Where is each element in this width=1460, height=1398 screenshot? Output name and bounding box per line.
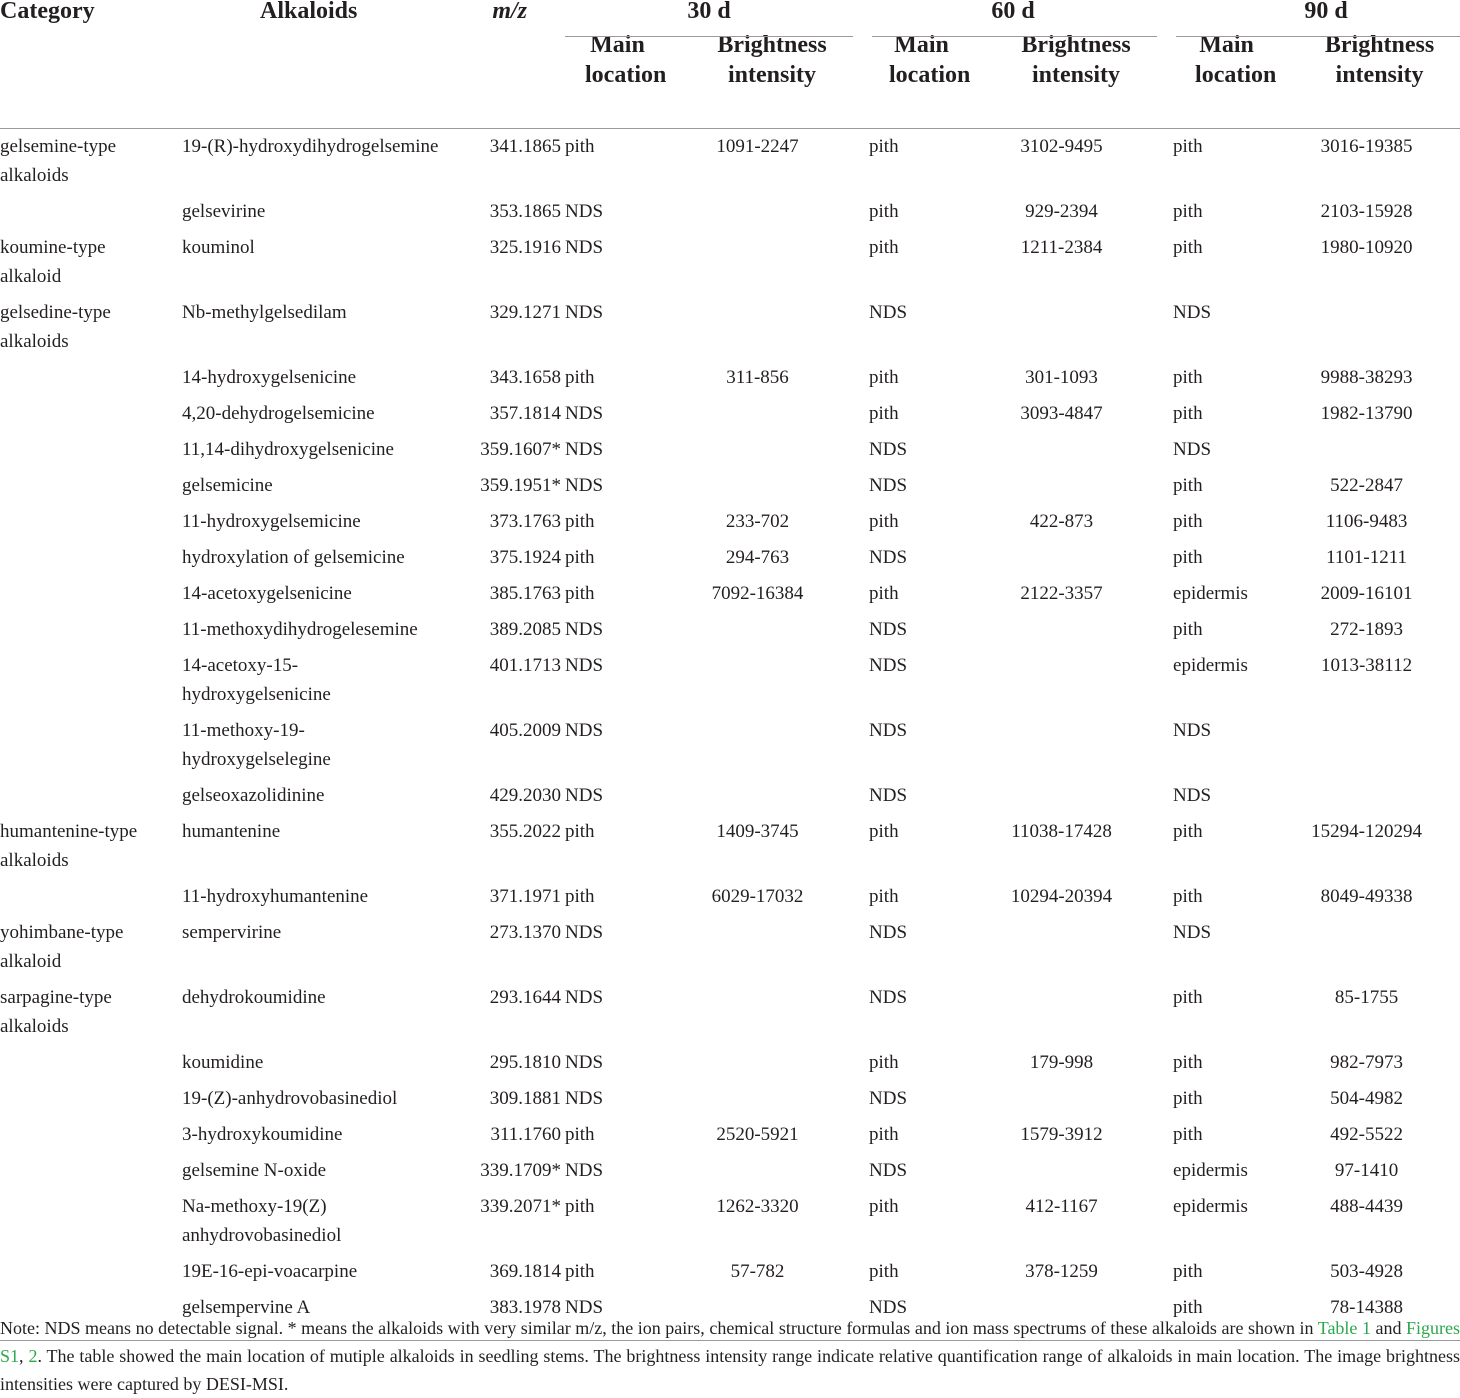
- alkaloid-name-cell: 19-(R)-hydroxydihydrogelsemine: [182, 136, 439, 157]
- main-location-30d-cell: pith: [565, 511, 595, 532]
- brightness-60d-cell: 1211-2384: [1020, 237, 1103, 258]
- brightness-90d-cell: 85-1755: [1334, 987, 1399, 1008]
- main-location-90d-cell: pith: [1173, 619, 1203, 640]
- table-row: [0, 194, 1460, 230]
- brightness-60d-cell: [954, 713, 1173, 778]
- link-figures-s1[interactable]: Figures S1: [0, 1318, 1460, 1366]
- brightness-30d-cell: [650, 194, 869, 230]
- brightness-90d-cell: 982-7973: [1330, 1052, 1403, 1073]
- table-body: [0, 129, 1460, 1341]
- alkaloid-name-cell: 14-hydroxygelsenicine: [182, 367, 357, 388]
- main-location-60d-cell: NDS: [869, 720, 908, 741]
- alkaloid-name-cell: humantenine: [182, 821, 281, 842]
- brightness-30d-cell: [650, 915, 869, 980]
- main-location-60d-cell: NDS: [869, 439, 908, 460]
- category-cell: yohimbane-type alkaloid: [0, 922, 124, 972]
- mz-cell: 353.1865: [489, 201, 561, 222]
- brightness-60d-cell: [954, 432, 1173, 468]
- main-location-90d-cell: pith: [1173, 136, 1203, 157]
- alkaloid-name-cell: 11,14-dihydroxygelsenicine: [182, 439, 394, 460]
- main-location-90d-cell: pith: [1173, 201, 1203, 222]
- main-location-30d-cell: NDS: [565, 1290, 650, 1341]
- brightness-30d-cell: 2520-5921: [716, 1124, 799, 1145]
- mz-cell: 343.1658: [489, 367, 561, 388]
- brightness-30d-cell: [650, 1045, 869, 1081]
- brightness-60d-cell: 179-998: [1029, 1052, 1094, 1073]
- alkaloid-name-cell: 11-hydroxygelsemicine: [182, 511, 361, 532]
- category-cell: [0, 432, 180, 468]
- header-brightness-60d: Brightness intensity: [954, 30, 1173, 129]
- alkaloid-name-cell: gelseoxazolidinine: [182, 785, 325, 806]
- mz-cell: 383.1978: [455, 1290, 565, 1341]
- mz-cell: 293.1644: [489, 987, 561, 1008]
- brightness-90d-cell: 488-4439: [1330, 1196, 1403, 1217]
- main-location-30d-cell: NDS: [565, 475, 604, 496]
- main-location-90d-cell: pith: [1173, 1088, 1203, 1109]
- main-location-60d-cell: pith: [869, 201, 899, 222]
- brightness-60d-cell: [954, 648, 1173, 713]
- main-location-90d-cell: pith: [1173, 475, 1203, 496]
- brightness-90d-cell: 504-4982: [1330, 1088, 1403, 1109]
- main-location-60d-cell: NDS: [869, 547, 908, 568]
- main-location-90d-cell: pith: [1173, 987, 1203, 1008]
- table-row: [0, 1045, 1460, 1081]
- main-location-30d-cell: NDS: [565, 785, 604, 806]
- table-row: [0, 576, 1460, 612]
- table-row: [0, 468, 1460, 504]
- main-location-30d-cell: NDS: [565, 302, 604, 323]
- main-location-30d-cell: NDS: [565, 619, 604, 640]
- table-row: [0, 879, 1460, 915]
- brightness-90d-cell: 1980-10920: [1320, 237, 1413, 258]
- main-location-90d-cell: pith: [1173, 511, 1203, 532]
- alkaloid-name-cell: 11-methoxy-19-hydroxygelselegine: [182, 720, 331, 770]
- brightness-90d-cell: 272-1893: [1330, 619, 1403, 640]
- brightness-90d-cell: 9988-38293: [1320, 367, 1413, 388]
- category-cell: [0, 504, 180, 540]
- mz-cell: 339.2071*: [480, 1196, 561, 1217]
- brightness-30d-cell: 311-856: [726, 367, 789, 388]
- alkaloid-name-cell: 11-methoxydihydrogelesemine: [182, 619, 418, 640]
- main-location-60d-cell: NDS: [869, 619, 908, 640]
- main-location-30d-cell: NDS: [565, 403, 604, 424]
- mz-cell: 357.1814: [489, 403, 561, 424]
- brightness-60d-cell: [954, 295, 1173, 360]
- main-location-30d-cell: pith: [565, 583, 595, 604]
- category-cell: [0, 194, 180, 230]
- category-cell: [0, 648, 180, 713]
- main-location-30d-cell: pith: [565, 821, 595, 842]
- brightness-30d-cell: [650, 468, 869, 504]
- category-cell: [0, 1117, 180, 1153]
- main-location-90d-cell: pith: [1173, 886, 1203, 907]
- table-row: [0, 648, 1460, 713]
- mz-cell: 429.2030: [489, 785, 561, 806]
- brightness-90d-cell: [1258, 778, 1460, 814]
- category-cell: [0, 468, 180, 504]
- header-group-60d: 60 d: [869, 0, 1173, 26]
- brightness-90d-cell: 503-4928: [1330, 1261, 1403, 1282]
- brightness-60d-cell: 2122-3357: [1020, 583, 1103, 604]
- table-row: [0, 1117, 1460, 1153]
- table-row: [0, 540, 1460, 576]
- brightness-90d-cell: 1106-9483: [1325, 511, 1408, 532]
- brightness-90d-cell: [1258, 915, 1460, 980]
- table-row: [0, 1189, 1460, 1254]
- header-main-location-60d: Main location: [869, 30, 954, 129]
- mz-cell: 355.2022: [489, 821, 561, 842]
- mz-cell: 389.2085: [489, 619, 561, 640]
- table-row: [0, 612, 1460, 648]
- main-location-30d-cell: pith: [565, 547, 595, 568]
- brightness-60d-cell: 11038-17428: [1011, 821, 1112, 842]
- header-mz: m/z: [492, 0, 527, 24]
- category-cell: [0, 1254, 180, 1290]
- alkaloid-name-cell: gelsemine N-oxide: [182, 1160, 327, 1181]
- brightness-90d-cell: 2103-15928: [1320, 201, 1413, 222]
- brightness-60d-cell: 3093-4847: [1020, 403, 1103, 424]
- category-cell: [0, 396, 180, 432]
- alkaloid-name-cell: hydroxylation of gelsemicine: [182, 547, 405, 568]
- link-figure-2[interactable]: 2: [28, 1346, 38, 1366]
- main-location-90d-cell: pith: [1173, 1124, 1203, 1145]
- main-location-60d-cell: pith: [869, 237, 899, 258]
- main-location-60d-cell: NDS: [869, 987, 908, 1008]
- brightness-30d-cell: 57-782: [730, 1261, 785, 1282]
- table-row: [0, 295, 1460, 360]
- alkaloid-name-cell: 19E-16-epi-voacarpine: [182, 1261, 358, 1282]
- brightness-60d-cell: [954, 980, 1173, 1045]
- category-cell: [0, 1153, 180, 1189]
- header-row-subcolumns: [0, 30, 1460, 129]
- main-location-90d-cell: epidermis: [1173, 1196, 1248, 1217]
- table-row: [0, 1153, 1460, 1189]
- main-location-60d-cell: pith: [869, 1124, 899, 1145]
- brightness-60d-cell: [954, 540, 1173, 576]
- main-location-30d-cell: NDS: [565, 1088, 604, 1109]
- main-location-90d-cell: NDS: [1173, 439, 1212, 460]
- main-location-90d-cell: pith: [1173, 403, 1203, 424]
- brightness-60d-cell: 378-1259: [1025, 1261, 1098, 1282]
- table-row: [0, 1254, 1460, 1290]
- alkaloid-name-cell: 14-acetoxy-15-hydroxygelsenicine: [182, 655, 331, 705]
- table-row: [0, 432, 1460, 468]
- header-alkaloids: Alkaloids: [260, 0, 358, 24]
- link-table-1[interactable]: Table 1: [1317, 1318, 1371, 1338]
- mz-cell: 341.1865: [489, 136, 561, 157]
- brightness-30d-cell: 6029-17032: [711, 886, 804, 907]
- alkaloid-name-cell: dehydrokoumidine: [182, 987, 326, 1008]
- brightness-30d-cell: [650, 396, 869, 432]
- brightness-60d-cell: 412-1167: [1025, 1196, 1098, 1217]
- header-brightness-30d: Brightness intensity: [650, 30, 869, 129]
- alkaloid-name-cell: Nb-methylgelsedilam: [182, 302, 347, 323]
- brightness-60d-cell: 3102-9495: [1020, 136, 1103, 157]
- mz-cell: 385.1763: [489, 583, 561, 604]
- main-location-90d-cell: pith: [1173, 547, 1203, 568]
- brightness-30d-cell: 1409-3745: [716, 821, 799, 842]
- category-cell: [0, 778, 180, 814]
- header-main-location-30d: Main location: [565, 30, 650, 129]
- table-row: [0, 814, 1460, 879]
- main-location-90d-cell: epidermis: [1173, 583, 1248, 604]
- table-row: [0, 504, 1460, 540]
- main-location-90d-cell: NDS: [1173, 922, 1212, 943]
- mz-cell: 359.1607*: [480, 439, 561, 460]
- main-location-30d-cell: NDS: [565, 720, 604, 741]
- brightness-90d-cell: 1982-13790: [1320, 403, 1413, 424]
- table-row: [0, 713, 1460, 778]
- alkaloid-name-cell: 4,20-dehydrogelsemicine: [182, 403, 375, 424]
- mz-cell: 369.1814: [489, 1261, 561, 1282]
- brightness-30d-cell: [650, 1153, 869, 1189]
- brightness-60d-cell: 10294-20394: [1010, 886, 1113, 907]
- alkaloid-name-cell: koumidine: [182, 1052, 264, 1073]
- mz-cell: 339.1709*: [480, 1160, 561, 1181]
- category-cell: [0, 540, 180, 576]
- main-location-90d-cell: pith: [1173, 367, 1203, 388]
- main-location-90d-cell: NDS: [1173, 302, 1212, 323]
- category-cell: gelsemine-type alkaloids: [0, 136, 117, 186]
- brightness-90d-cell: 3016-19385: [1320, 136, 1413, 157]
- brightness-30d-cell: 294-763: [725, 547, 790, 568]
- brightness-60d-cell: [954, 468, 1173, 504]
- alkaloid-name-cell: gelsevirine: [182, 201, 266, 222]
- main-location-30d-cell: pith: [565, 1124, 595, 1145]
- main-location-90d-cell: pith: [1173, 821, 1203, 842]
- header-main-location-90d: Main location: [1173, 30, 1258, 129]
- brightness-30d-cell: 1262-3320: [716, 1196, 799, 1217]
- main-location-90d-cell: pith: [1173, 1261, 1203, 1282]
- brightness-30d-cell: [650, 713, 869, 778]
- brightness-60d-cell: 422-873: [1029, 511, 1094, 532]
- main-location-30d-cell: pith: [565, 1261, 595, 1282]
- mz-cell: 373.1763: [489, 511, 561, 532]
- table-row: [0, 129, 1460, 195]
- mz-cell: 309.1881: [489, 1088, 561, 1109]
- header-brightness-90d: Brightness intensity: [1258, 30, 1460, 129]
- brightness-90d-cell: 8049-49338: [1320, 886, 1413, 907]
- asterisk-symbol: *: [287, 1318, 297, 1338]
- main-location-60d-cell: pith: [869, 1261, 899, 1282]
- category-cell: koumine-type alkaloid: [0, 237, 106, 287]
- mz-cell: 371.1971: [489, 886, 561, 907]
- mz-cell: 405.2009: [489, 720, 561, 741]
- category-cell: sarpagine-type alkaloids: [0, 987, 112, 1037]
- alkaloid-name-cell: 3-hydroxykoumidine: [182, 1124, 343, 1145]
- brightness-90d-cell: 15294-120294: [1311, 821, 1422, 842]
- main-location-90d-cell: NDS: [1173, 785, 1212, 806]
- brightness-30d-cell: 1091-2247: [716, 136, 799, 157]
- category-cell: [0, 1045, 180, 1081]
- main-location-60d-cell: pith: [869, 403, 899, 424]
- alkaloid-name-cell: 19-(Z)-anhydrovobasinediol: [182, 1088, 398, 1109]
- category-cell: [0, 612, 180, 648]
- main-location-60d-cell: NDS: [869, 475, 908, 496]
- main-location-90d-cell: pith: [1173, 1290, 1258, 1341]
- main-location-30d-cell: pith: [565, 367, 595, 388]
- brightness-30d-cell: [650, 648, 869, 713]
- brightness-90d-cell: [1258, 713, 1460, 778]
- brightness-90d-cell: 492-5522: [1330, 1124, 1403, 1145]
- brightness-90d-cell: [1258, 295, 1460, 360]
- header-category: Category: [0, 0, 95, 24]
- main-location-90d-cell: pith: [1173, 237, 1203, 258]
- main-location-60d-cell: NDS: [869, 1088, 908, 1109]
- brightness-90d-cell: 2009-16101: [1320, 583, 1413, 604]
- brightness-30d-cell: [650, 230, 869, 295]
- main-location-90d-cell: NDS: [1173, 720, 1212, 741]
- table-row: [0, 980, 1460, 1045]
- alkaloid-name-cell: Na-methoxy-19(Z) anhydrovobasinediol: [182, 1196, 342, 1246]
- category-cell: [0, 576, 180, 612]
- brightness-30d-cell: [650, 778, 869, 814]
- main-location-90d-cell: epidermis: [1173, 655, 1248, 676]
- brightness-30d-cell: [650, 980, 869, 1045]
- mz-cell: 311.1760: [490, 1124, 561, 1145]
- header-row-groups: [0, 0, 1460, 30]
- alkaloid-name-cell: 11-hydroxyhumantenine: [182, 886, 369, 907]
- alkaloid-name-cell: kouminol: [182, 237, 255, 258]
- table-footnote: Note: NDS means no detectable signal. * means the alkaloids with very similar m/z, the ion pairs, chemical structure formulas and ion mass spectrums of these alkaloids are shown in Table 1 and Figures S1, 2. The table showed the main location of mutiple alkaloids in seedling stems. The brightness intensity range indicate relative quantification range of alkaloids in main location. The image brightness intensities were captured by DESI-MSI.: [0, 1318, 1460, 1394]
- main-location-30d-cell: pith: [565, 1196, 595, 1217]
- brightness-60d-cell: [954, 915, 1173, 980]
- main-location-60d-cell: NDS: [869, 1160, 908, 1181]
- alkaloid-name-cell: gelsempervine A: [180, 1290, 455, 1341]
- main-location-60d-cell: pith: [869, 821, 899, 842]
- main-location-60d-cell: NDS: [869, 922, 908, 943]
- alkaloid-name-cell: sempervirine: [182, 922, 282, 943]
- main-location-60d-cell: NDS: [869, 1290, 954, 1341]
- table-row: [0, 1081, 1460, 1117]
- mz-cell: 359.1951*: [480, 475, 561, 496]
- table-row: [0, 778, 1460, 814]
- brightness-60d-cell: 929-2394: [1025, 201, 1098, 222]
- category-cell: [0, 360, 180, 396]
- brightness-30d-cell: [650, 295, 869, 360]
- brightness-60d-cell: 301-1093: [1025, 367, 1098, 388]
- brightness-60d-cell: [954, 1081, 1173, 1117]
- mz-cell: 401.1713: [489, 655, 561, 676]
- table-row: [0, 360, 1460, 396]
- main-location-30d-cell: pith: [565, 886, 595, 907]
- mz-cell: 329.1271: [489, 302, 561, 323]
- brightness-60d-cell: [954, 778, 1173, 814]
- brightness-90d-cell: 522-2847: [1330, 475, 1403, 496]
- main-location-60d-cell: NDS: [869, 655, 908, 676]
- category-cell: gelsedine-type alkaloids: [0, 302, 111, 352]
- brightness-30d-cell: [650, 432, 869, 468]
- main-location-60d-cell: NDS: [869, 785, 908, 806]
- brightness-90d-cell: [1258, 432, 1460, 468]
- category-cell: humantenine-type alkaloids: [0, 821, 138, 871]
- main-location-60d-cell: NDS: [869, 302, 908, 323]
- main-location-60d-cell: pith: [869, 886, 899, 907]
- brightness-90d-cell: 1101-1211: [1326, 547, 1407, 568]
- main-location-30d-cell: NDS: [565, 922, 604, 943]
- brightness-60d-cell: [954, 612, 1173, 648]
- main-location-60d-cell: pith: [869, 1052, 899, 1073]
- main-location-60d-cell: pith: [869, 136, 899, 157]
- category-cell: [0, 1189, 180, 1254]
- main-location-30d-cell: NDS: [565, 1052, 604, 1073]
- table-row: [0, 396, 1460, 432]
- mz-cell: 295.1810: [489, 1052, 561, 1073]
- mz-cell: 375.1924: [489, 547, 561, 568]
- main-location-30d-cell: NDS: [565, 1160, 604, 1181]
- category-cell: [0, 1081, 180, 1117]
- brightness-30d-cell: [650, 1081, 869, 1117]
- main-location-90d-cell: pith: [1173, 1052, 1203, 1073]
- header-group-90d: 90 d: [1173, 0, 1460, 26]
- category-cell: [0, 879, 180, 915]
- brightness-90d-cell: 97-1410: [1334, 1160, 1399, 1181]
- main-location-90d-cell: epidermis: [1173, 1160, 1248, 1181]
- brightness-90d-cell: 1013-38112: [1320, 655, 1413, 676]
- alkaloid-name-cell: gelsemicine: [182, 475, 273, 496]
- main-location-60d-cell: pith: [869, 1196, 899, 1217]
- brightness-30d-cell: 233-702: [725, 511, 790, 532]
- brightness-60d-cell: 1579-3912: [1020, 1124, 1103, 1145]
- alkaloid-name-cell: 14-acetoxygelsenicine: [182, 583, 352, 604]
- main-location-30d-cell: pith: [565, 136, 595, 157]
- main-location-30d-cell: NDS: [565, 439, 604, 460]
- header-group-30d: 30 d: [565, 0, 869, 26]
- brightness-30d-cell: 7092-16384: [711, 583, 804, 604]
- table-row: [0, 230, 1460, 295]
- mz-cell: 325.1916: [489, 237, 561, 258]
- brightness-60d-cell: [954, 1153, 1173, 1189]
- mz-cell: 273.1370: [489, 922, 561, 943]
- brightness-30d-cell: [650, 612, 869, 648]
- category-cell: [0, 713, 180, 778]
- main-location-30d-cell: NDS: [565, 237, 604, 258]
- main-location-30d-cell: NDS: [565, 987, 604, 1008]
- main-location-30d-cell: NDS: [565, 655, 604, 676]
- main-location-60d-cell: pith: [869, 367, 899, 388]
- main-location-60d-cell: pith: [869, 583, 899, 604]
- table-row: [0, 915, 1460, 980]
- main-location-60d-cell: pith: [869, 511, 899, 532]
- main-location-30d-cell: NDS: [565, 201, 604, 222]
- brightness-90d-cell: 78-14388: [1258, 1290, 1460, 1341]
